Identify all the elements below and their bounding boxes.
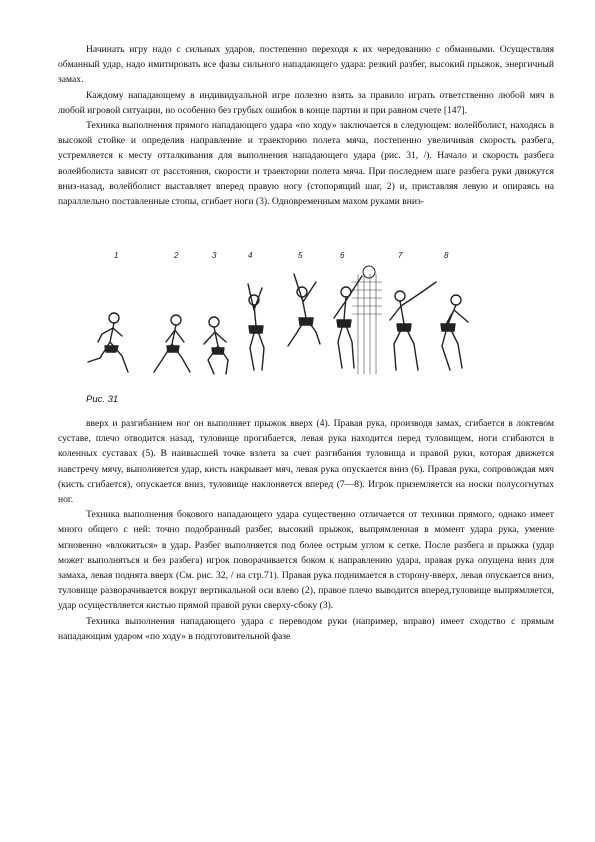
figure-phase-number: 1 <box>114 251 119 260</box>
paragraph: вверх и разгибанием ног он выполняет прыжок вверх (4). Правая рука, производя замах, сгибается в локтевом суставе, плечо отводится назад, туловище прогибается, левая рука находится перед туловищем, ноги сгибаются в коленных суставах (5). В наивысшей точке взлета за счет разгибания туловища и правой руки, которая движется навстречу мячу, выполняется удар, кисть накрывает мяч, левая рука опускается вниз (6). Правая рука, сопровождая мяч (кисть сгибается), опускается вниз, туловище наклоняется вперед (7—8). Игрок приземляется на носки полусогнутых ног. <box>58 418 554 506</box>
figure-phase-number: 8 <box>444 251 449 260</box>
player-phase-1 <box>88 313 128 372</box>
player-phase-4 <box>248 284 264 370</box>
figure-31 <box>58 248 554 408</box>
ball-illustration <box>363 266 375 278</box>
figure-phase-number: 7 <box>398 251 403 260</box>
figure-phase-number: 5 <box>298 251 303 260</box>
player-phase-3 <box>204 317 228 374</box>
figure-caption: Рис. 31 <box>86 394 119 405</box>
player-phase-5 <box>288 274 320 346</box>
figure-phase-number: 2 <box>174 251 179 260</box>
paragraph: Начинать игру надо с сильных ударов, постепенно переходя к их чередованию с обманными. Осуществляя обманный удар, надо имитировать все фазы сильного нападающего удара: резкий разбег, высокий прыжок, энергичный замах. <box>58 44 554 86</box>
figure-phase-number: 3 <box>212 251 217 260</box>
text-block-bottom <box>58 416 554 644</box>
net-illustration <box>352 274 382 374</box>
text-block-top <box>58 42 554 209</box>
paragraph: Каждому нападающему в индивидуальной игре полезно взять за правило играть ответственно любой мяч в любой игровой ситуации, но особенно без грубых ошибок в конце партии и при равном счете [147]. <box>58 89 554 116</box>
figure-phase-number: 6 <box>340 251 345 260</box>
volleyball-spike-phases-illustration <box>58 262 554 392</box>
paragraph: Техника выполнения нападающего удара с переводом руки (например, вправо) имеет сходство с прямым нападающим ударом «по ходу» в подготовительной фазе <box>58 615 554 642</box>
paragraph: Техника выполнения бокового нападающего удара существенно отличается от техники прямого, однако имеет много общего с ней: точно подобранный разбег, высокий прыжок, выпрямленная в момент удара рука, умение мгновенно «вложиться» в удар. Разбег выполняется под более острым углом к сетке. После разбега и прыжка (удар может выполняться и без разбега) игрок поворачивается боком к направлению удара, правая рука опущена вниз для замаха, левая поднята вверх (См. рис. 32, / на стр.71). Правая рука поднимается в сторону-вверх, левая опускается вниз, туловище разворачивается вокруг вертикальной оси влево (2), правое плечо выводится вперед,туловище выпрямляется, удар осуществляется кистью прямой правой руки сверху-сбоку (3). <box>58 509 554 612</box>
paragraph: Техника выполнения прямого нападающего удара «по ходу» заключается в следующем: волейболист, находясь в высокой стойке и определив направление и траекторию полета мяча, постепенно увеличивая скорость разбега, устремляется к месту отталкивания для выполнения нападающего удара (рис. 31, /). Начало и скорость разбега волейболиста зависят от расстояния, скорости и траектории полета мяча. При последнем шаге разбега руки движутся вниз-назад, волейболист выставляет вперед правую ногу (стопорящий шаг, 2) и, приставляя левую и опираясь на параллельно поставленные стопы, сгибает ноги (3). Одновременным махом руками вниз- <box>58 120 554 208</box>
player-phase-8 <box>441 295 468 370</box>
player-phase-2 <box>154 315 190 372</box>
player-phase-7 <box>390 282 436 370</box>
figure-phase-number: 4 <box>248 251 253 260</box>
